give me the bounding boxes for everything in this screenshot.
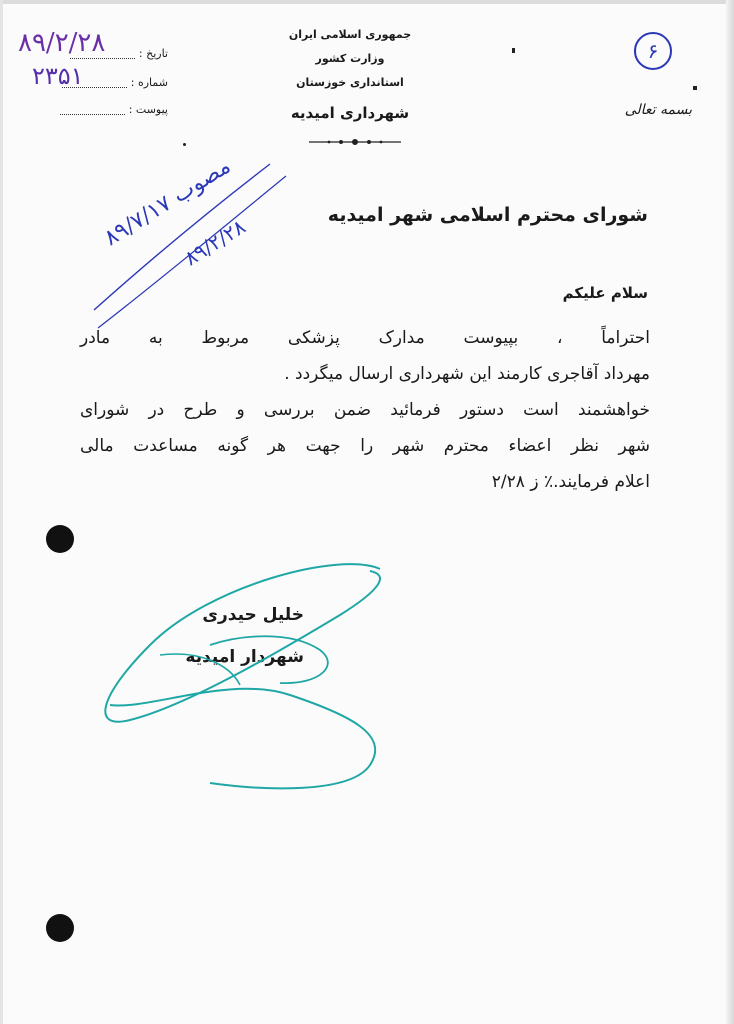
greeting: سلام علیکم (562, 284, 648, 302)
handwritten-signature (90, 555, 400, 795)
scan-edge-top (0, 0, 734, 4)
signatory-name: خلیل حیدری (202, 605, 304, 625)
bismillah: بسمه تعالی (624, 102, 692, 118)
page-number-circle (634, 32, 672, 70)
body-line-1: احتراماً ، بپیوست مدارک پزشکی مربوط به مادر (80, 328, 650, 348)
body-line-5: اعلام فرمایند.٪ ز ۲/۲۸ (491, 472, 650, 492)
meta-date-label: تاریخ : (138, 47, 168, 60)
page-number: ۶ (647, 39, 659, 63)
body-line-2: مهرداد آقاجری کارمند این شهرداری ارسال میگردد . (284, 364, 650, 384)
signatory-title: شهردار امیدیه (185, 647, 304, 667)
header-ornament (305, 136, 405, 148)
meta-attachment-label: پیوست : (128, 103, 168, 116)
margin-note-line1: مصوب ۸۹/۷/۱۷ (100, 153, 236, 252)
margin-note (90, 153, 290, 340)
scan-edge-right (726, 0, 734, 1024)
letter-body (80, 320, 650, 500)
margin-note-strokes (90, 160, 290, 340)
handwritten-number: ۲۳۵۱ (32, 62, 84, 90)
header-country: جمهوری اسلامی ایران (288, 28, 412, 41)
scan-speck (693, 86, 697, 90)
recipient: شورای محترم اسلامی شهر امیدیه (327, 204, 648, 226)
scan-speck (512, 48, 515, 53)
header-municipality: شهرداری امیدیه (290, 104, 410, 122)
header-province: استانداری خوزستان (296, 76, 404, 89)
margin-note-line2: ۸۹/۲/۲۸ (180, 214, 250, 271)
body-line-3: خواهشمند است دستور فرمائید ضمن بررسی و طرح در شورای (80, 400, 650, 420)
punch-hole-top (46, 525, 74, 553)
meta-attachment-line (60, 106, 125, 115)
punch-hole-bottom (46, 914, 74, 942)
handwritten-date: ۸۹/۲/۲۸ (18, 28, 106, 58)
header-ministry: وزارت کشور (315, 52, 385, 65)
scan-edge-left (0, 0, 3, 1024)
meta-number-label: شماره : (130, 76, 168, 89)
scan-speck (183, 143, 186, 146)
meta-attachment (48, 103, 168, 116)
body-line-4: شهر نظر اعضاء محترم شهر را جهت هر گونه مساعدت مالی (80, 436, 650, 456)
